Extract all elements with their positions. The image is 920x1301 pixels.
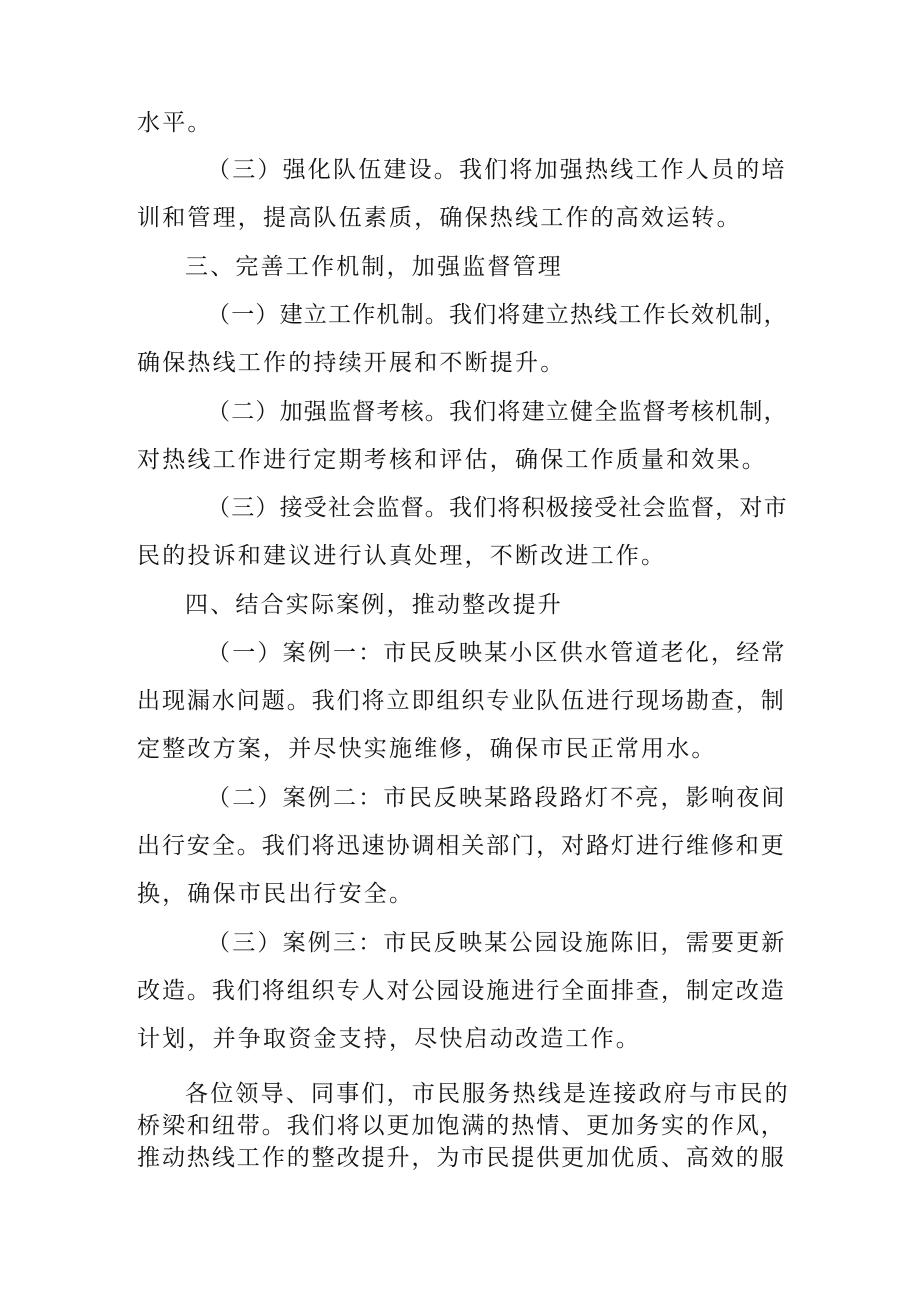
text-line: 定整改方案，并尽快实施维修，确保市民正常用水。 — [137, 736, 717, 762]
section-heading-4: 四、结合实际案例，推动整改提升 — [185, 592, 563, 618]
case-heading-line: （一）案例一：市民反映某小区供水管道老化，经常 — [207, 640, 787, 666]
text-line: 桥梁和纽带。我们将以更加饱满的热情、更加务实的作风， — [137, 1113, 786, 1139]
closing-paragraph-line: 各位领导、同事们，市民服务热线是连接政府与市民的 — [185, 1081, 790, 1107]
text-line: 民的投诉和建议进行认真处理，不断改进工作。 — [137, 543, 667, 569]
case-heading-line: （三）案例三：市民反映某公园设施陈旧，需要更新 — [207, 930, 787, 956]
text-line: 出现漏水问题。我们将立即组织专业队伍进行现场勘查，制 — [137, 688, 786, 714]
text-line: 出行安全。我们将迅速协调相关部门，对路灯进行维修和更 — [137, 833, 786, 859]
text-line: 训和管理，提高队伍素质，确保热线工作的高效运转。 — [137, 205, 742, 231]
text-line: 对热线工作进行定期考核和评估，确保工作质量和效果。 — [137, 447, 767, 473]
subsection-heading-line: （二）加强监督考核。我们将建立健全监督考核机制， — [207, 399, 788, 425]
text-line: 水平。 — [137, 110, 213, 136]
text-line: 换，确保市民出行安全。 — [137, 881, 415, 907]
subsection-heading-line: （三）强化队伍建设。我们将加强热线工作人员的培 — [207, 157, 787, 183]
text-line: 改造。我们将组织专人对公园设施进行全面排查，制定改造 — [137, 978, 786, 1004]
subsection-heading-line: （三）接受社会监督。我们将积极接受社会监督，对市 — [207, 495, 788, 521]
text-line: 推动热线工作的整改提升，为市民提供更加优质、高效的服 — [137, 1145, 786, 1171]
case-heading-line: （二）案例二：市民反映某路段路灯不亮，影响夜间 — [207, 785, 787, 811]
section-heading-3: 三、完善工作机制，加强监督管理 — [185, 254, 563, 280]
subsection-heading-line: （一）建立工作机制。我们将建立热线工作长效机制， — [207, 302, 788, 328]
text-line: 计划，并争取资金支持，尽快启动改造工作。 — [137, 1026, 641, 1052]
text-line: 确保热线工作的持续开展和不断提升。 — [137, 350, 566, 376]
